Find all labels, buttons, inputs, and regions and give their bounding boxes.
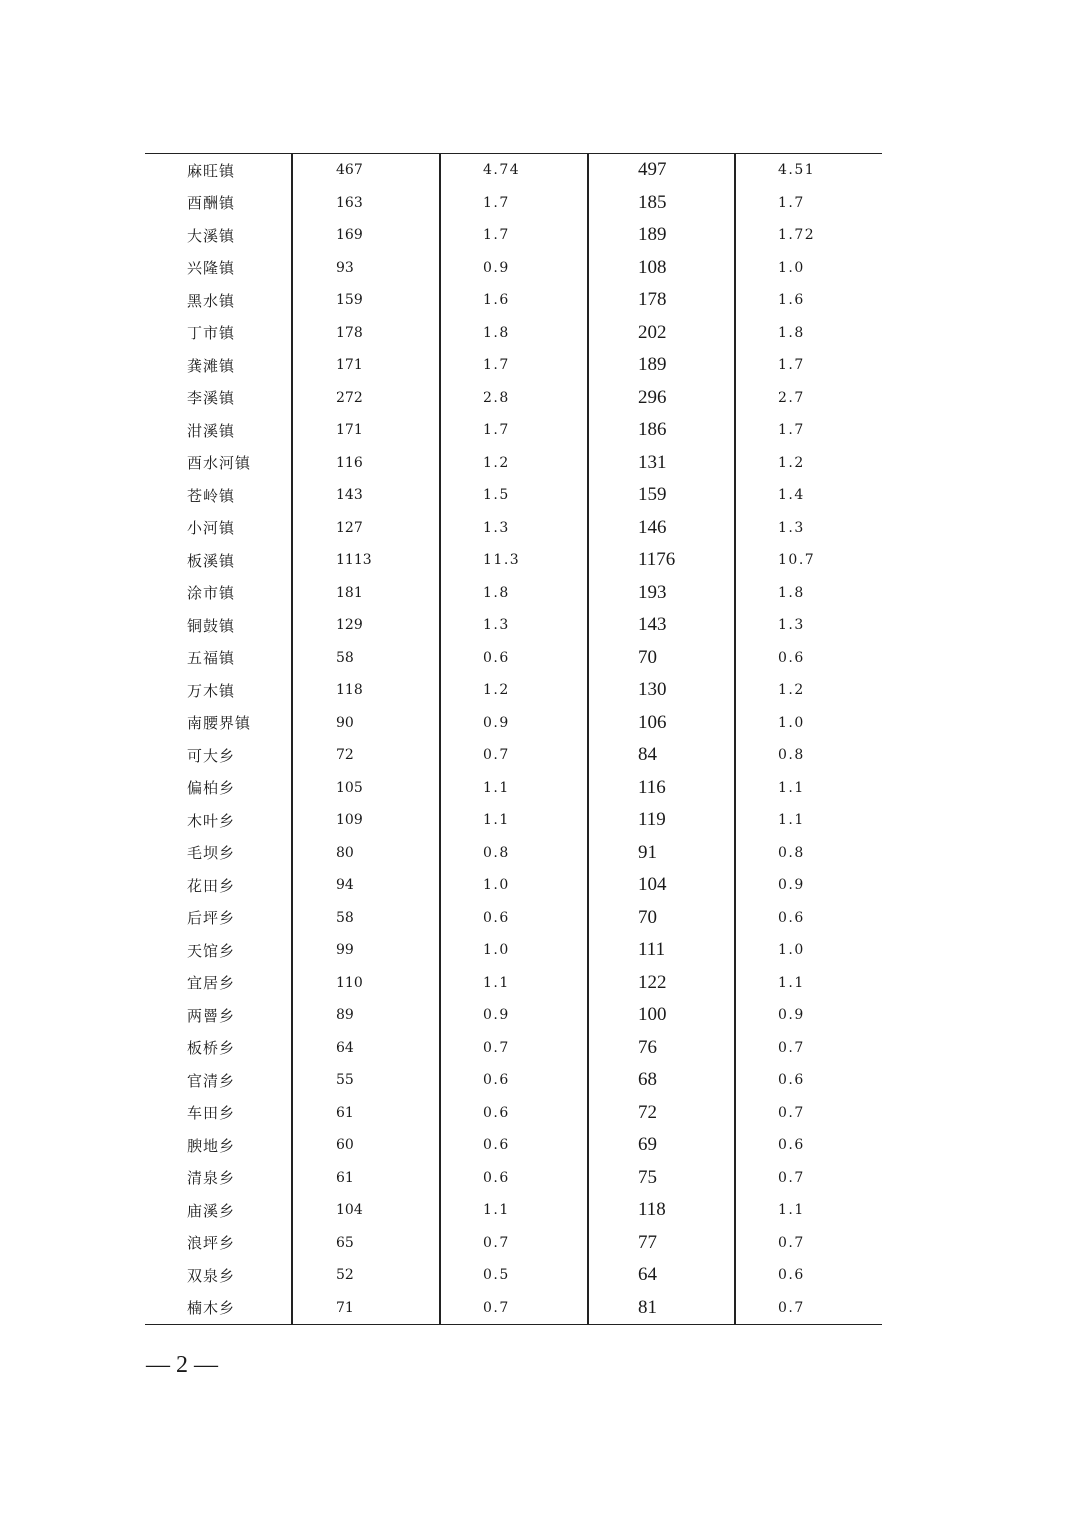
table-row xyxy=(145,577,882,610)
value-cell-3: 296 xyxy=(588,382,735,415)
township-name-cell: 丁市镇 xyxy=(187,324,236,343)
value-cell-1: 159 xyxy=(292,284,440,317)
value-cell-1: 1113 xyxy=(292,544,440,577)
table-row xyxy=(145,512,882,545)
township-name-cell: 浪坪乡 xyxy=(187,1234,236,1253)
value-cell-2: 0.6 xyxy=(440,1097,588,1130)
value-cell-4: 10.7 xyxy=(735,544,882,577)
value-cell-4: 1.1 xyxy=(735,804,882,837)
value-cell-3: 146 xyxy=(588,512,735,545)
table-body xyxy=(145,154,882,1325)
value-cell-4: 1.1 xyxy=(735,967,882,1000)
value-cell-2: 0.6 xyxy=(440,642,588,675)
table-row xyxy=(145,1259,882,1292)
value-cell-4: 1.6 xyxy=(735,284,882,317)
value-cell-1: 64 xyxy=(292,1032,440,1065)
value-cell-2: 1.7 xyxy=(440,219,588,252)
township-name-cell: 李溪镇 xyxy=(187,389,236,408)
value-cell-4: 1.7 xyxy=(735,187,882,220)
value-cell-3: 108 xyxy=(588,252,735,285)
value-cell-3: 81 xyxy=(588,1292,735,1325)
value-cell-4: 1.1 xyxy=(735,1194,882,1227)
value-cell-1: 65 xyxy=(292,1227,440,1260)
value-cell-4: 1.72 xyxy=(735,219,882,252)
township-name-cell: 铜鼓镇 xyxy=(187,616,236,635)
value-cell-4: 0.7 xyxy=(735,1292,882,1325)
value-cell-1: 178 xyxy=(292,317,440,350)
township-name-cell: 可大乡 xyxy=(187,746,236,765)
value-cell-4: 0.7 xyxy=(735,1227,882,1260)
data-table xyxy=(145,153,882,1325)
value-cell-4: 2.7 xyxy=(735,382,882,415)
value-cell-2: 0.6 xyxy=(440,1162,588,1195)
value-cell-1: 105 xyxy=(292,772,440,805)
value-cell-1: 61 xyxy=(292,1097,440,1130)
table-row xyxy=(145,1292,882,1325)
value-cell-4: 1.0 xyxy=(735,934,882,967)
value-cell-4: 1.2 xyxy=(735,447,882,480)
value-cell-3: 104 xyxy=(588,869,735,902)
table-row xyxy=(145,804,882,837)
township-name-cell: 偏柏乡 xyxy=(187,779,236,798)
table-row xyxy=(145,317,882,350)
table-row xyxy=(145,1129,882,1162)
township-name-cell: 五福镇 xyxy=(187,649,236,668)
value-cell-4: 1.0 xyxy=(735,707,882,740)
value-cell-4: 0.9 xyxy=(735,869,882,902)
value-cell-2: 1.0 xyxy=(440,869,588,902)
table-row xyxy=(145,252,882,285)
value-cell-2: 1.1 xyxy=(440,1194,588,1227)
value-cell-2: 1.8 xyxy=(440,317,588,350)
value-cell-1: 143 xyxy=(292,479,440,512)
value-cell-1: 171 xyxy=(292,414,440,447)
township-name-cell: 车田乡 xyxy=(187,1104,236,1123)
value-cell-4: 0.6 xyxy=(735,1129,882,1162)
value-cell-4: 0.6 xyxy=(735,642,882,675)
value-cell-3: 185 xyxy=(588,187,735,220)
township-name-cell: 涂市镇 xyxy=(187,584,236,603)
value-cell-3: 1176 xyxy=(588,544,735,577)
value-cell-2: 4.74 xyxy=(440,154,588,187)
table-row xyxy=(145,967,882,1000)
value-cell-1: 58 xyxy=(292,642,440,675)
value-cell-3: 131 xyxy=(588,447,735,480)
table-row xyxy=(145,349,882,382)
township-name-cell: 双泉乡 xyxy=(187,1266,236,1285)
value-cell-3: 159 xyxy=(588,479,735,512)
value-cell-1: 55 xyxy=(292,1064,440,1097)
township-name-cell: 清泉乡 xyxy=(187,1169,236,1188)
value-cell-2: 0.8 xyxy=(440,837,588,870)
value-cell-2: 1.2 xyxy=(440,674,588,707)
table-row xyxy=(145,219,882,252)
value-cell-2: 1.6 xyxy=(440,284,588,317)
data-table-container xyxy=(145,153,882,1325)
table-row xyxy=(145,707,882,740)
value-cell-2: 0.7 xyxy=(440,1032,588,1065)
table-row xyxy=(145,154,882,187)
township-name-cell: 万木镇 xyxy=(187,681,236,700)
value-cell-2: 11.3 xyxy=(440,544,588,577)
value-cell-2: 0.7 xyxy=(440,1227,588,1260)
township-name-cell: 宜居乡 xyxy=(187,974,236,993)
value-cell-1: 163 xyxy=(292,187,440,220)
value-cell-4: 0.6 xyxy=(735,1064,882,1097)
township-name-cell: 酉酬镇 xyxy=(187,194,236,213)
value-cell-4: 0.8 xyxy=(735,837,882,870)
township-name-cell: 麻旺镇 xyxy=(187,161,236,180)
value-cell-1: 90 xyxy=(292,707,440,740)
value-cell-4: 1.3 xyxy=(735,512,882,545)
page-number: — 2 — xyxy=(146,1352,218,1378)
value-cell-3: 116 xyxy=(588,772,735,805)
table-row xyxy=(145,609,882,642)
table-row xyxy=(145,447,882,480)
value-cell-4: 1.8 xyxy=(735,577,882,610)
value-cell-2: 1.3 xyxy=(440,512,588,545)
township-name-cell: 兴隆镇 xyxy=(187,259,236,278)
table-row xyxy=(145,674,882,707)
value-cell-2: 2.8 xyxy=(440,382,588,415)
township-name-cell: 板桥乡 xyxy=(187,1039,236,1058)
value-cell-2: 1.0 xyxy=(440,934,588,967)
value-cell-3: 68 xyxy=(588,1064,735,1097)
value-cell-3: 122 xyxy=(588,967,735,1000)
value-cell-1: 89 xyxy=(292,999,440,1032)
value-cell-1: 109 xyxy=(292,804,440,837)
table-row xyxy=(145,934,882,967)
value-cell-1: 61 xyxy=(292,1162,440,1195)
value-cell-2: 1.5 xyxy=(440,479,588,512)
value-cell-1: 272 xyxy=(292,382,440,415)
value-cell-1: 181 xyxy=(292,577,440,610)
value-cell-3: 77 xyxy=(588,1227,735,1260)
table-row xyxy=(145,837,882,870)
value-cell-4: 0.6 xyxy=(735,1259,882,1292)
value-cell-1: 127 xyxy=(292,512,440,545)
value-cell-4: 1.7 xyxy=(735,349,882,382)
value-cell-1: 104 xyxy=(292,1194,440,1227)
value-cell-2: 1.7 xyxy=(440,187,588,220)
value-cell-2: 0.6 xyxy=(440,902,588,935)
value-cell-3: 111 xyxy=(588,934,735,967)
township-name-cell: 花田乡 xyxy=(187,876,236,895)
value-cell-2: 1.2 xyxy=(440,447,588,480)
value-cell-1: 467 xyxy=(292,154,440,187)
value-cell-1: 80 xyxy=(292,837,440,870)
township-name-cell: 后坪乡 xyxy=(187,909,236,928)
value-cell-1: 94 xyxy=(292,869,440,902)
township-name-cell: 苍岭镇 xyxy=(187,486,236,505)
value-cell-3: 497 xyxy=(588,154,735,187)
value-cell-2: 1.7 xyxy=(440,414,588,447)
value-cell-2: 1.1 xyxy=(440,804,588,837)
value-cell-2: 0.6 xyxy=(440,1129,588,1162)
value-cell-3: 143 xyxy=(588,609,735,642)
table-row xyxy=(145,1064,882,1097)
value-cell-1: 71 xyxy=(292,1292,440,1325)
value-cell-1: 116 xyxy=(292,447,440,480)
value-cell-2: 1.3 xyxy=(440,609,588,642)
value-cell-1: 129 xyxy=(292,609,440,642)
value-cell-1: 60 xyxy=(292,1129,440,1162)
value-cell-2: 0.9 xyxy=(440,999,588,1032)
value-cell-3: 75 xyxy=(588,1162,735,1195)
value-cell-3: 119 xyxy=(588,804,735,837)
table-row xyxy=(145,382,882,415)
table-row xyxy=(145,999,882,1032)
township-name-cell: 楠木乡 xyxy=(187,1299,236,1318)
value-cell-4: 1.2 xyxy=(735,674,882,707)
value-cell-4: 0.7 xyxy=(735,1162,882,1195)
value-cell-2: 0.5 xyxy=(440,1259,588,1292)
value-cell-1: 169 xyxy=(292,219,440,252)
value-cell-1: 52 xyxy=(292,1259,440,1292)
value-cell-4: 0.8 xyxy=(735,739,882,772)
value-cell-2: 1.7 xyxy=(440,349,588,382)
value-cell-3: 186 xyxy=(588,414,735,447)
value-cell-3: 202 xyxy=(588,317,735,350)
township-name-cell: 板溪镇 xyxy=(187,551,236,570)
table-row xyxy=(145,479,882,512)
value-cell-1: 99 xyxy=(292,934,440,967)
value-cell-3: 118 xyxy=(588,1194,735,1227)
value-cell-2: 0.7 xyxy=(440,1292,588,1325)
value-cell-1: 110 xyxy=(292,967,440,1000)
value-cell-3: 106 xyxy=(588,707,735,740)
township-name-cell: 大溪镇 xyxy=(187,226,236,245)
table-row xyxy=(145,284,882,317)
township-name-cell: 黑水镇 xyxy=(187,291,236,310)
township-name-cell: 官清乡 xyxy=(187,1071,236,1090)
value-cell-3: 189 xyxy=(588,349,735,382)
table-row xyxy=(145,1194,882,1227)
value-cell-2: 0.6 xyxy=(440,1064,588,1097)
value-cell-4: 0.7 xyxy=(735,1097,882,1130)
value-cell-3: 130 xyxy=(588,674,735,707)
township-name-cell: 毛坝乡 xyxy=(187,844,236,863)
value-cell-3: 76 xyxy=(588,1032,735,1065)
township-name-cell: 小河镇 xyxy=(187,519,236,538)
table-row xyxy=(145,1097,882,1130)
value-cell-3: 193 xyxy=(588,577,735,610)
table-row xyxy=(145,1227,882,1260)
township-name-cell: 酉水河镇 xyxy=(187,454,252,473)
value-cell-4: 1.3 xyxy=(735,609,882,642)
value-cell-2: 0.9 xyxy=(440,252,588,285)
value-cell-4: 1.8 xyxy=(735,317,882,350)
value-cell-2: 0.7 xyxy=(440,739,588,772)
township-name-cell: 南腰界镇 xyxy=(187,714,252,733)
value-cell-4: 1.4 xyxy=(735,479,882,512)
table-row xyxy=(145,902,882,935)
value-cell-2: 1.1 xyxy=(440,772,588,805)
value-cell-1: 93 xyxy=(292,252,440,285)
value-cell-3: 72 xyxy=(588,1097,735,1130)
value-cell-4: 0.6 xyxy=(735,902,882,935)
township-name-cell: 泔溪镇 xyxy=(187,421,236,440)
value-cell-3: 91 xyxy=(588,837,735,870)
value-cell-3: 70 xyxy=(588,902,735,935)
value-cell-1: 72 xyxy=(292,739,440,772)
township-name-cell: 天馆乡 xyxy=(187,941,236,960)
table-row xyxy=(145,772,882,805)
table-row xyxy=(145,642,882,675)
value-cell-3: 64 xyxy=(588,1259,735,1292)
value-cell-4: 1.1 xyxy=(735,772,882,805)
value-cell-4: 0.7 xyxy=(735,1032,882,1065)
value-cell-3: 100 xyxy=(588,999,735,1032)
township-name-cell: 木叶乡 xyxy=(187,811,236,830)
value-cell-4: 0.9 xyxy=(735,999,882,1032)
table-row xyxy=(145,869,882,902)
value-cell-1: 118 xyxy=(292,674,440,707)
value-cell-2: 1.1 xyxy=(440,967,588,1000)
table-row xyxy=(145,414,882,447)
township-name-cell: 龚滩镇 xyxy=(187,356,236,375)
value-cell-2: 0.9 xyxy=(440,707,588,740)
township-name-cell: 腴地乡 xyxy=(187,1136,236,1155)
value-cell-3: 69 xyxy=(588,1129,735,1162)
township-name-cell: 两罾乡 xyxy=(187,1006,236,1025)
value-cell-3: 70 xyxy=(588,642,735,675)
value-cell-2: 1.8 xyxy=(440,577,588,610)
township-name-cell: 庙溪乡 xyxy=(187,1201,236,1220)
value-cell-1: 171 xyxy=(292,349,440,382)
value-cell-3: 84 xyxy=(588,739,735,772)
value-cell-4: 1.0 xyxy=(735,252,882,285)
table-row xyxy=(145,187,882,220)
value-cell-3: 178 xyxy=(588,284,735,317)
value-cell-4: 1.7 xyxy=(735,414,882,447)
table-row xyxy=(145,1162,882,1195)
value-cell-1: 58 xyxy=(292,902,440,935)
table-row xyxy=(145,739,882,772)
value-cell-3: 189 xyxy=(588,219,735,252)
value-cell-4: 4.51 xyxy=(735,154,882,187)
table-row xyxy=(145,1032,882,1065)
table-row xyxy=(145,544,882,577)
